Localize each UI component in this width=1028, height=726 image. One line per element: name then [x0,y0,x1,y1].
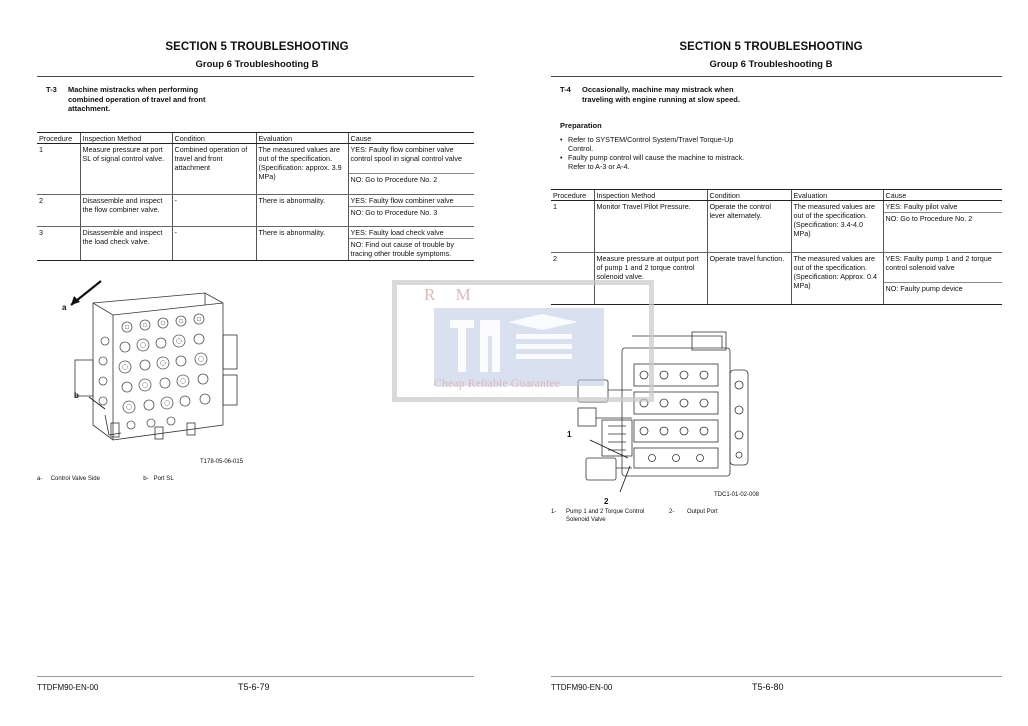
evaluation-cell: The measured values are out of the specification. (Specification: approx. 3.9 MPa) [256,144,348,195]
table-header-row [37,133,474,144]
cause-no: NO: Faulty pump device [884,282,1003,293]
condition-cell: Combined operation of travel and front attachment [172,144,256,195]
procedure-cell: 1 [551,201,594,253]
procedure-cell: 2 [551,253,594,305]
table-row [551,201,1002,253]
figure-caption: TDC1-01-02-008 [714,492,760,498]
footer-rule [37,676,474,677]
column-header: Evaluation [791,190,883,201]
condition-cell: - [172,227,256,261]
column-header: Procedure [37,133,80,144]
cause-no: NO: Go to Procedure No. 2 [884,212,1003,223]
section-title: SECTION 5 TROUBLESHOOTING [679,41,863,53]
group-title: Group 6 Troubleshooting B [195,59,319,70]
figure-legend: a- Control Valve Side b- Port SL [37,476,174,482]
evaluation-cell: There is abnormality. [256,195,348,227]
evaluation-cell: The measured values are out of the specification. (Specification: Approx. 0.4 MPa) [791,253,883,305]
list-item: • Refer to SYSTEM/Control System/Travel Torque-Up Control. [560,135,760,153]
column-header: Condition [707,190,791,201]
cause-yes: YES: Faulty flow combiner valve control spool in signal control valve [350,145,462,163]
footer-page-number: T5-6-79 [238,682,270,692]
preparation-heading: Preparation [560,121,602,130]
footer-document-id: TTDFM90-EN-00 [551,683,613,692]
figure-caption: T178-05-06-015 [200,459,244,465]
column-header: Condition [172,133,256,144]
preparation-list [560,135,760,171]
cause-yes: YES: Faulty load check valve [350,228,444,237]
evaluation-cell: There is abnormality. [256,227,348,261]
column-header: Evaluation [256,133,348,144]
trouble-code: T-3 [46,85,57,94]
procedure-table [37,132,474,261]
footer-rule [551,676,1002,677]
right-page: SECTION 5 TROUBLESHOOTING Group 6 Troubleshooting B T-4 Occasionally, machine may mistrack when traveling with engine running at slow speed. Preparation • Refer to SYSTEM/Control System/Travel Torque-Up Control. • Faulty pump control will cause the machine to mistrack. Refer to A-3 or A-4. Procedure Inspection Method Condition Evaluation Cause 1 Monitor Travel Pilot Pressure. Operate the control lever alternately. The measured values are out of the specification. (Specification: 3.4-4.0 MPa) YES: Faulty pilot valve NO: Go to Procedure No. 2 2 Measure pressure at output port of pump 1 and 2 torque control solenoid valve. Operate travel function. The measured values are out of the specification. (Specification: Approx. 0.4 MPa) YES: Faulty pump 1 and 2 torque control solenoid valve NO: Faulty pump device 1 2 TDC1-01-02-008 1- Pump 1 and 2 Torque Control Solenoid Valve 2- Output Port TTDFM90-EN-00 T5-6-80 [514,0,1028,726]
procedure-cell: 2 [37,195,80,227]
table-row [37,227,474,261]
trouble-description: Occasionally, machine may mistrack when traveling with engine running at slow speed. [582,85,740,104]
method-cell: Measure pressure at port SL of signal control valve. [80,144,172,195]
list-item: • Faulty pump control will cause the machine to mistrack. Refer to A-3 or A-4. [560,153,760,171]
cause-no: NO: Go to Procedure No. 2 [349,173,475,184]
table-header-row [551,190,1002,201]
footer-page-number: T5-6-80 [752,682,784,692]
cause-cell [883,201,1002,253]
callout-2: 2 [604,497,609,506]
callout-b: b [74,391,79,400]
procedure-cell: 3 [37,227,80,261]
cause-cell [348,144,474,195]
footer-document-id: TTDFM90-EN-00 [37,683,99,692]
method-cell: Disassemble and inspect the flow combiner valve. [80,195,172,227]
condition-cell: - [172,195,256,227]
header-rule [551,76,1002,77]
watermark-tagline: Cheap Reliable Guarantee [434,376,560,390]
column-header: Procedure [551,190,594,201]
cause-yes: YES: Faulty flow combiner valve [350,196,454,205]
cause-cell [348,195,474,227]
evaluation-cell: The measured values are out of the specification. (Specification: 3.4-4.0 MPa) [791,201,883,253]
trouble-description: Machine mistracks when performing combined operation of travel and front attachment. [68,85,206,113]
cause-cell [348,227,474,261]
watermark-logo [392,280,654,402]
condition-cell: Operate travel function. [707,253,791,305]
watermark-letters: R M [424,285,479,304]
cause-no: NO: Find out cause of trouble by tracing other trouble symptoms. [349,238,475,258]
table-row [37,144,474,195]
cause-cell [883,253,1002,305]
header-rule [37,76,474,77]
callout-1: 1 [567,430,572,439]
group-title: Group 6 Troubleshooting B [709,59,833,70]
cause-no: NO: Go to Procedure No. 3 [349,206,475,217]
method-cell: Measure pressure at output port of pump 1 and 2 torque control solenoid valve. [594,253,707,305]
method-cell: Disassemble and inspect the load check valve. [80,227,172,261]
trouble-code: T-4 [560,85,571,94]
cause-yes: YES: Faulty pump 1 and 2 torque control solenoid valve [885,254,992,272]
condition-cell: Operate the control lever alternately. [707,201,791,253]
column-header: Cause [883,190,1002,201]
method-cell: Monitor Travel Pilot Pressure. [594,201,707,253]
cause-yes: YES: Faulty pilot valve [885,202,958,211]
section-title: SECTION 5 TROUBLESHOOTING [165,41,349,53]
table-row [37,195,474,227]
column-header: Inspection Method [594,190,707,201]
callout-a: a [62,303,67,312]
column-header: Cause [348,133,474,144]
procedure-cell: 1 [37,144,80,195]
column-header: Inspection Method [80,133,172,144]
control-valve-illustration [55,275,285,465]
